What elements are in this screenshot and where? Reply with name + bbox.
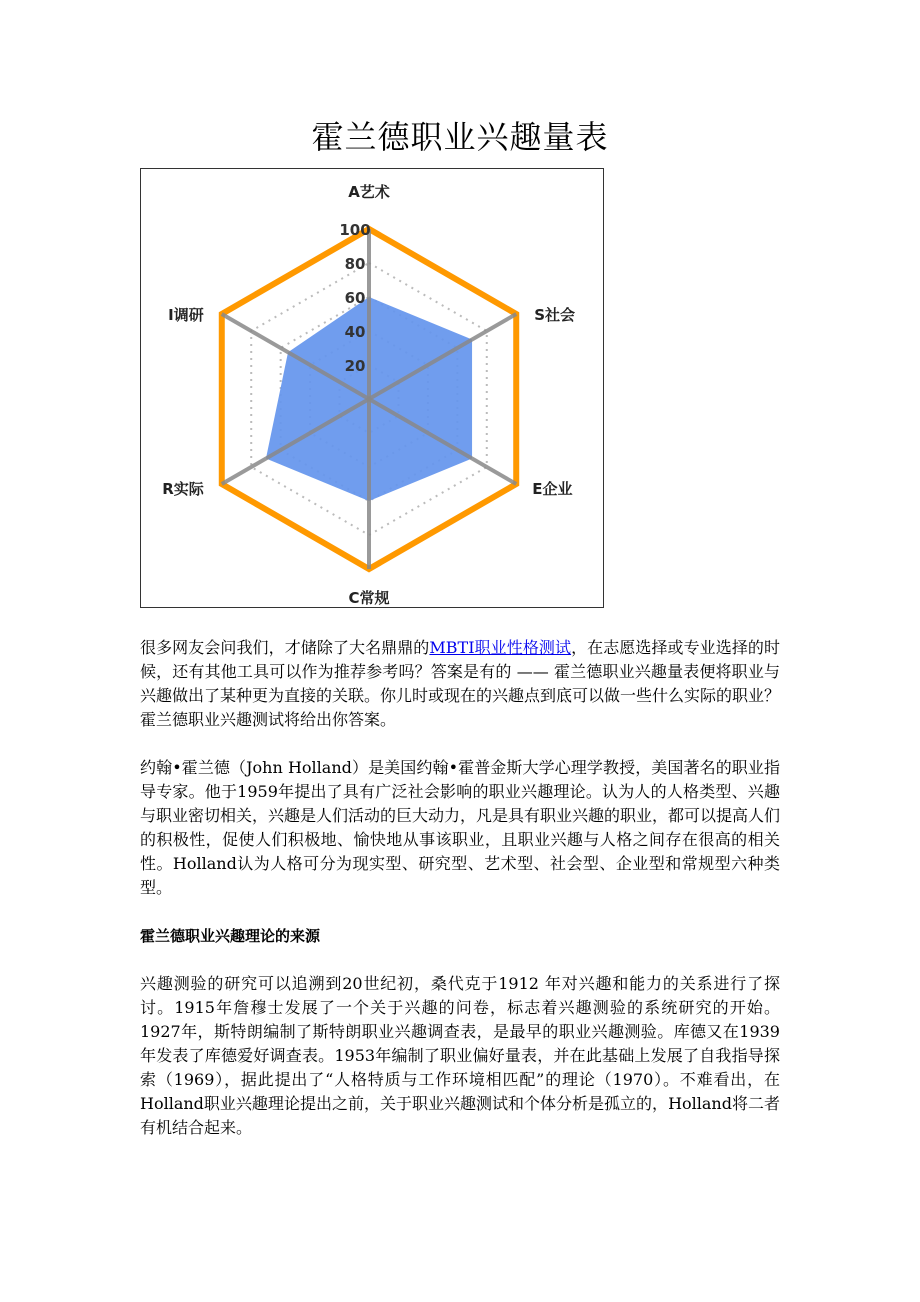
article-body bbox=[140, 636, 780, 1164]
axis-label-1: S社会 bbox=[534, 306, 576, 324]
intro-text-after: ，在志愿选择或专业选择的时候，还有其他工具可以作为推荐参考吗？答案是有的 —— 霍兰德职业兴趣量表便将职业与兴趣做出了某种更为直接的关联。你儿时或现在的兴趣点到底可以做一些什么实际的职业？霍兰德职业兴趣测试将给出你答案。 bbox=[140, 638, 781, 729]
axis-label-2: E企业 bbox=[532, 480, 573, 498]
intro-text-before: 很多网友会问我们，才储除了大名鼎鼎的 bbox=[140, 638, 430, 657]
tick-label-20: 20 bbox=[344, 357, 366, 375]
axis-label-4: R实际 bbox=[162, 480, 204, 498]
radar-chart bbox=[140, 168, 604, 608]
tick-label-60: 60 bbox=[344, 289, 366, 307]
tick-label-40: 40 bbox=[344, 323, 366, 341]
axis-label-0: A艺术 bbox=[348, 183, 390, 201]
tick-label-100: 100 bbox=[339, 221, 371, 239]
tick-label-80: 80 bbox=[344, 255, 366, 273]
section-heading: 霍兰德职业兴趣理论的来源 bbox=[140, 927, 321, 945]
holland-paragraph: 约翰•霍兰德（John Holland）是美国约翰•霍普金斯大学心理学教授，美国著名的职业指导专家。他于1959年提出了具有广泛社会影响的职业兴趣理论。认为人的人格类型、兴趣与职业密切相关，兴趣是人们活动的巨大动力，凡是具有职业兴趣的职业，都可以提高人们的积极性，促使人们积极地、愉快地从事该职业，且职业兴趣与人格之间存在很高的相关性。Holland认为人格可分为现实型、研究型、艺术型、社会型、企业型和常规型六种类型。 bbox=[140, 758, 781, 897]
origin-paragraph: 兴趣测验的研究可以追溯到20世纪初，桑代克于1912 年对兴趣和能力的关系进行了探讨。1915年詹穆士发展了一个关于兴趣的问卷，标志着兴趣测验的系统研究的开始。1927年，斯特朗编制了斯特朗职业兴趣调查表，是最早的职业兴趣测验。库德又在1939 年发表了库德爱好调查表。1953年编制了职业偏好量表，并在此基础上发展了自我指导探索（1969），据此提出了“人格特质与工作环境相匹配”的理论（1970）。不难看出，在Holland职业兴趣理论提出之前，关于职业兴趣测试和个体分析是孤立的，Holland将二者有机结合起来。 bbox=[140, 974, 780, 1137]
axis-label-3: C常规 bbox=[348, 589, 390, 607]
radar-chart-svg bbox=[141, 169, 603, 607]
axis-label-5: I调研 bbox=[168, 306, 204, 324]
page-title: 霍兰德职业兴趣量表 bbox=[311, 118, 609, 156]
intro-paragraph bbox=[140, 636, 780, 732]
mbti-link[interactable]: MBTI职业性格测试 bbox=[429, 638, 572, 657]
